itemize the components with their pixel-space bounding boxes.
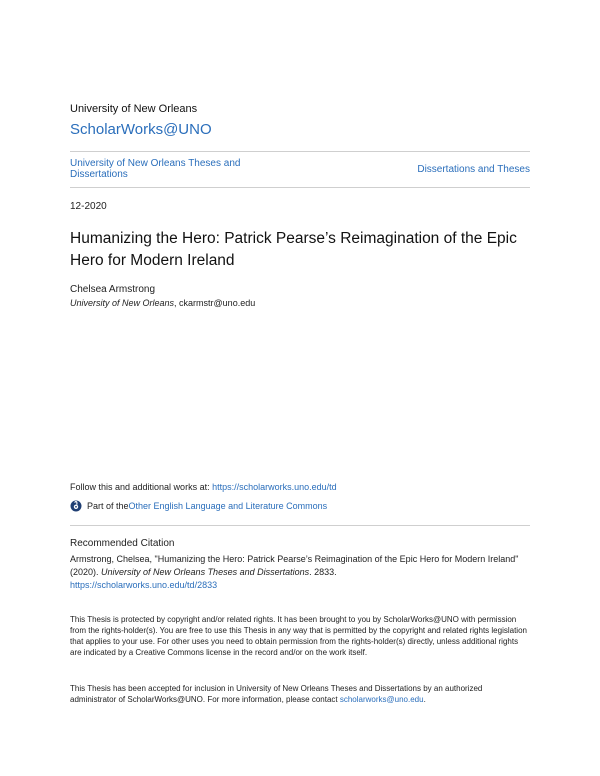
document-title: Humanizing the Hero: Patrick Pearse’s Reimagination of the Epic Hero for Modern Ireland [70, 230, 517, 269]
recommended-citation-heading: Recommended Citation [70, 538, 175, 549]
acceptance-text: This Thesis has been accepted for inclusion in University of New Orleans Theses and Dissertations by an authorized administrator of ScholarWorks@UNO. For more information, please contact [70, 684, 483, 704]
follow-line [70, 482, 337, 492]
repository-link[interactable]: ScholarWorks@UNO [70, 121, 212, 138]
collection-link-theses[interactable]: University of New Orleans Theses and Dissertations [70, 158, 241, 180]
collection-link-dissertations[interactable]: Dissertations and Theses [417, 164, 530, 175]
divider [70, 525, 530, 526]
open-access-icon [70, 500, 82, 512]
divider [70, 151, 530, 152]
contact-email-link[interactable]: scholarworks@uno.edu [339, 695, 424, 704]
rights-statement: This Thesis is protected by copyright and/or related rights. It has been brought to you by ScholarWorks@UNO with permission from the rights-holder(s). You are free to use this Thesis in any way that is permitted by the copyright and related rights legislation that applies to your use. For other uses you need to obtain permission from the rights-holder(s) directly, unless additional rights are indicated by a Creative Commons license in the record and/or on the work itself. [70, 615, 527, 657]
citation-text [70, 553, 530, 592]
follow-prefix: Follow this and additional works at: [70, 482, 213, 492]
author-affiliation [70, 298, 255, 308]
commons-link[interactable]: Other English Language and Literature Commons [128, 501, 328, 511]
author-name: Chelsea Armstrong [70, 284, 156, 295]
author-email: , ckarmstr@uno.edu [174, 298, 256, 308]
acceptance-end: . [423, 695, 426, 704]
citation-body: Armstrong, Chelsea, "Humanizing the Hero: Patrick Pearse’s Reimagination of the Epic Hero for Modern Ireland" (2020). [70, 554, 519, 577]
part-of-line [70, 500, 327, 512]
citation-url-link[interactable]: https://scholarworks.uno.edu/td/2833 [70, 580, 218, 590]
affiliation-institution: University of New Orleans [70, 298, 175, 308]
acceptance-statement [70, 683, 530, 705]
citation-number: . 2833. [309, 567, 337, 577]
divider [70, 187, 530, 188]
university-name: University of New Orleans [70, 103, 198, 115]
part-of-prefix: Part of the [87, 501, 129, 511]
citation-series: University of New Orleans Theses and Dissertations [101, 567, 310, 577]
follow-url-link[interactable]: https://scholarworks.uno.edu/td [212, 482, 337, 492]
publication-date: 12-2020 [70, 201, 107, 212]
